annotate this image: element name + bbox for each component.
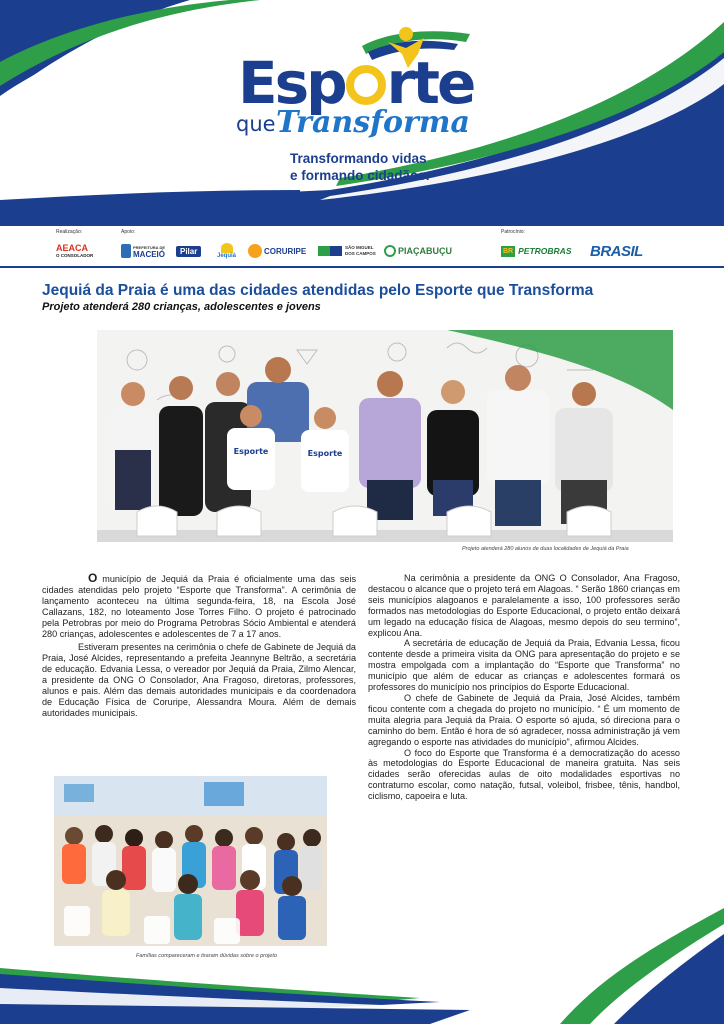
shirt-logo-left: Esporte	[233, 447, 269, 456]
logo-sao-miguel	[318, 240, 376, 262]
logo-pilar	[176, 240, 201, 262]
coruripe-sun-icon	[248, 244, 262, 258]
left-column	[42, 573, 356, 719]
logo-coruripe	[248, 240, 306, 262]
page-header	[0, 0, 724, 226]
logo-petrobras-name: PETROBRAS	[518, 246, 572, 256]
piacabucu-leaf-icon	[384, 245, 396, 257]
footer-swoosh-bands	[0, 908, 724, 1024]
label-realizacao: Realização:	[56, 229, 83, 235]
logo-word-esporte: Esp rte	[238, 49, 474, 117]
right-paragraph-4: O foco do Esporte que Transforma é a democratização do acesso às metodologias do Esporte Educacional de maneira gratuita. Nas seis cidades serão oferecidas aulas de oito modalidades esportivas no contraturno escolar, como natação, futsal, voleibol, frisbee, tênis, handbol, ciclismo, capoeira e luta.	[368, 747, 680, 802]
logo-aeaca-sub: O CONSOLADOR	[56, 253, 94, 258]
article-subhead: Projeto atenderá 280 crianças, adolescentes e jovens	[42, 301, 321, 313]
left-paragraph-2: Estiveram presentes na cerimônia o chefe de Gabinete de Jequiá da Praia, José Alcides, representando a prefeita Jeannyne Beltrão, a secretária de educação. Edvania Lessa, o vereador por Jequiá da Praia, Zilmo Alencar, a presidente da ONG O Consolador, Ana Fragoso, diretoras, professores, alunos e pais. Além das demais autoridades municipais e da coordenadora de Educação Física de Coruripe, Alessandra Moura. Além de demais autoridades municipais.	[42, 642, 356, 718]
maceio-crest-icon	[121, 244, 131, 258]
logo-pilar-name: Pilar	[176, 246, 201, 257]
left-paragraph-1-text: município de Jequiá da Praia é oficialmente uma das seis cidades atendidas pelo projeto “Esporte que Transforma”. A cerimônia de lançamento aconteceu na última segunda-feira, 18, na Escola José Callazans, 182, no loteamento Jose Torres Filho. O projeto é patrocinado pela Petrobras por meio do Programa Petrobras Sócio Ambiental e atenderá 280 crianças, adolescentes e adolescentes de 7 a 17 anos.	[42, 574, 356, 639]
logo-aeaca-name: AEACA	[56, 243, 89, 253]
article-headline: Jequiá da Praia é uma das cidades atendidas pelo Esporte que Transforma	[42, 282, 594, 299]
right-paragraph-2: A secretária de educação de Jequiá da Praia, Edvania Lessa, ficou contente desde a primeira visita da ONG para apresentação do projeto e se mostra empolgada com a implantação do “Esporte que Transforma” no município que além de educar as crianças e adolescentes formará os professores do município nos princípios do Esporte Educacional.	[368, 638, 680, 693]
page-footer	[0, 908, 724, 1024]
dropcap: O	[88, 571, 98, 585]
logo-maceio	[121, 240, 165, 262]
group-photo	[97, 330, 673, 542]
logo-jequia	[217, 240, 236, 262]
tagline-line-1: Transformando vidas	[290, 151, 427, 166]
shirt-logo-right: Esporte	[307, 449, 343, 458]
group-photo-illustration	[97, 330, 673, 542]
logo-maceio-sub: MACEIÓ	[133, 250, 165, 259]
photo-second-caption: Famílias compareceram e tiraram dúvidas sobre o projeto	[136, 953, 277, 959]
sao-miguel-flag-icon	[318, 246, 342, 256]
tagline-line-2: e formando cidadãos.	[290, 168, 430, 183]
logo-petrobras	[501, 240, 572, 262]
logo-coruripe-name: CORURIPE	[264, 246, 307, 256]
logo-jequia-name: Jequiá	[217, 252, 237, 259]
logo-aeaca	[56, 240, 93, 262]
logo-piacabucu	[384, 240, 452, 262]
logo-word-que: que	[236, 112, 276, 136]
tagline	[290, 150, 490, 184]
label-patrocinio: Patrocínio:	[501, 229, 525, 235]
left-paragraph-1	[42, 573, 356, 639]
logo-sao-miguel-sub: DOS CAMPOS	[345, 251, 376, 256]
logo-governo-brasil	[590, 240, 643, 262]
logo-maceio-name: PREFEITURA DE	[133, 245, 166, 250]
jequia-sun-icon	[221, 243, 233, 253]
petrobras-br-icon: BR	[503, 247, 514, 255]
sponsor-divider	[0, 266, 724, 268]
sponsor-strip	[0, 226, 724, 268]
logo-sao-miguel-name: SÃO MIGUEL	[345, 245, 374, 250]
logo-brasil-name: BRASIL	[590, 242, 643, 260]
label-apoio: Apoio:	[121, 229, 136, 235]
right-column	[368, 573, 680, 802]
photo-main-caption: Projeto atenderá 280 alunos de duas localidades de Jequiá da Praia	[462, 546, 629, 552]
logo-piacabucu-name: PIAÇABUÇU	[398, 246, 452, 256]
right-paragraph-3: O chefe de Gabinete de Jequiá da Praia, José Alcides, também ficou contente com a chegada do projeto no município. “ É um momento de muita alegria para Jequiá da Praia. O esporte só ajuda, só direciona para o caminho do bem. Então é hora de só agradecer, nossa administração já vem agregando o esporte nas atividades do município”, afirmou Alcides.	[368, 692, 680, 747]
right-paragraph-1: Na cerimônia a presidente da ONG O Consolador, Ana Fragoso, destacou o alcance que o projeto terá em Alagoas. “ Serão 1860 crianças em seis municípios alagoanos e paralelamente a isso, 100 professores serão formados nas metodologias do Esporte Educacional, o projeto então deixará um legado na educação física de Alagoas, mesmo depois do seu termino”, explicou Ana.	[368, 573, 680, 638]
logo-word-transforma: Transforma	[276, 105, 470, 140]
